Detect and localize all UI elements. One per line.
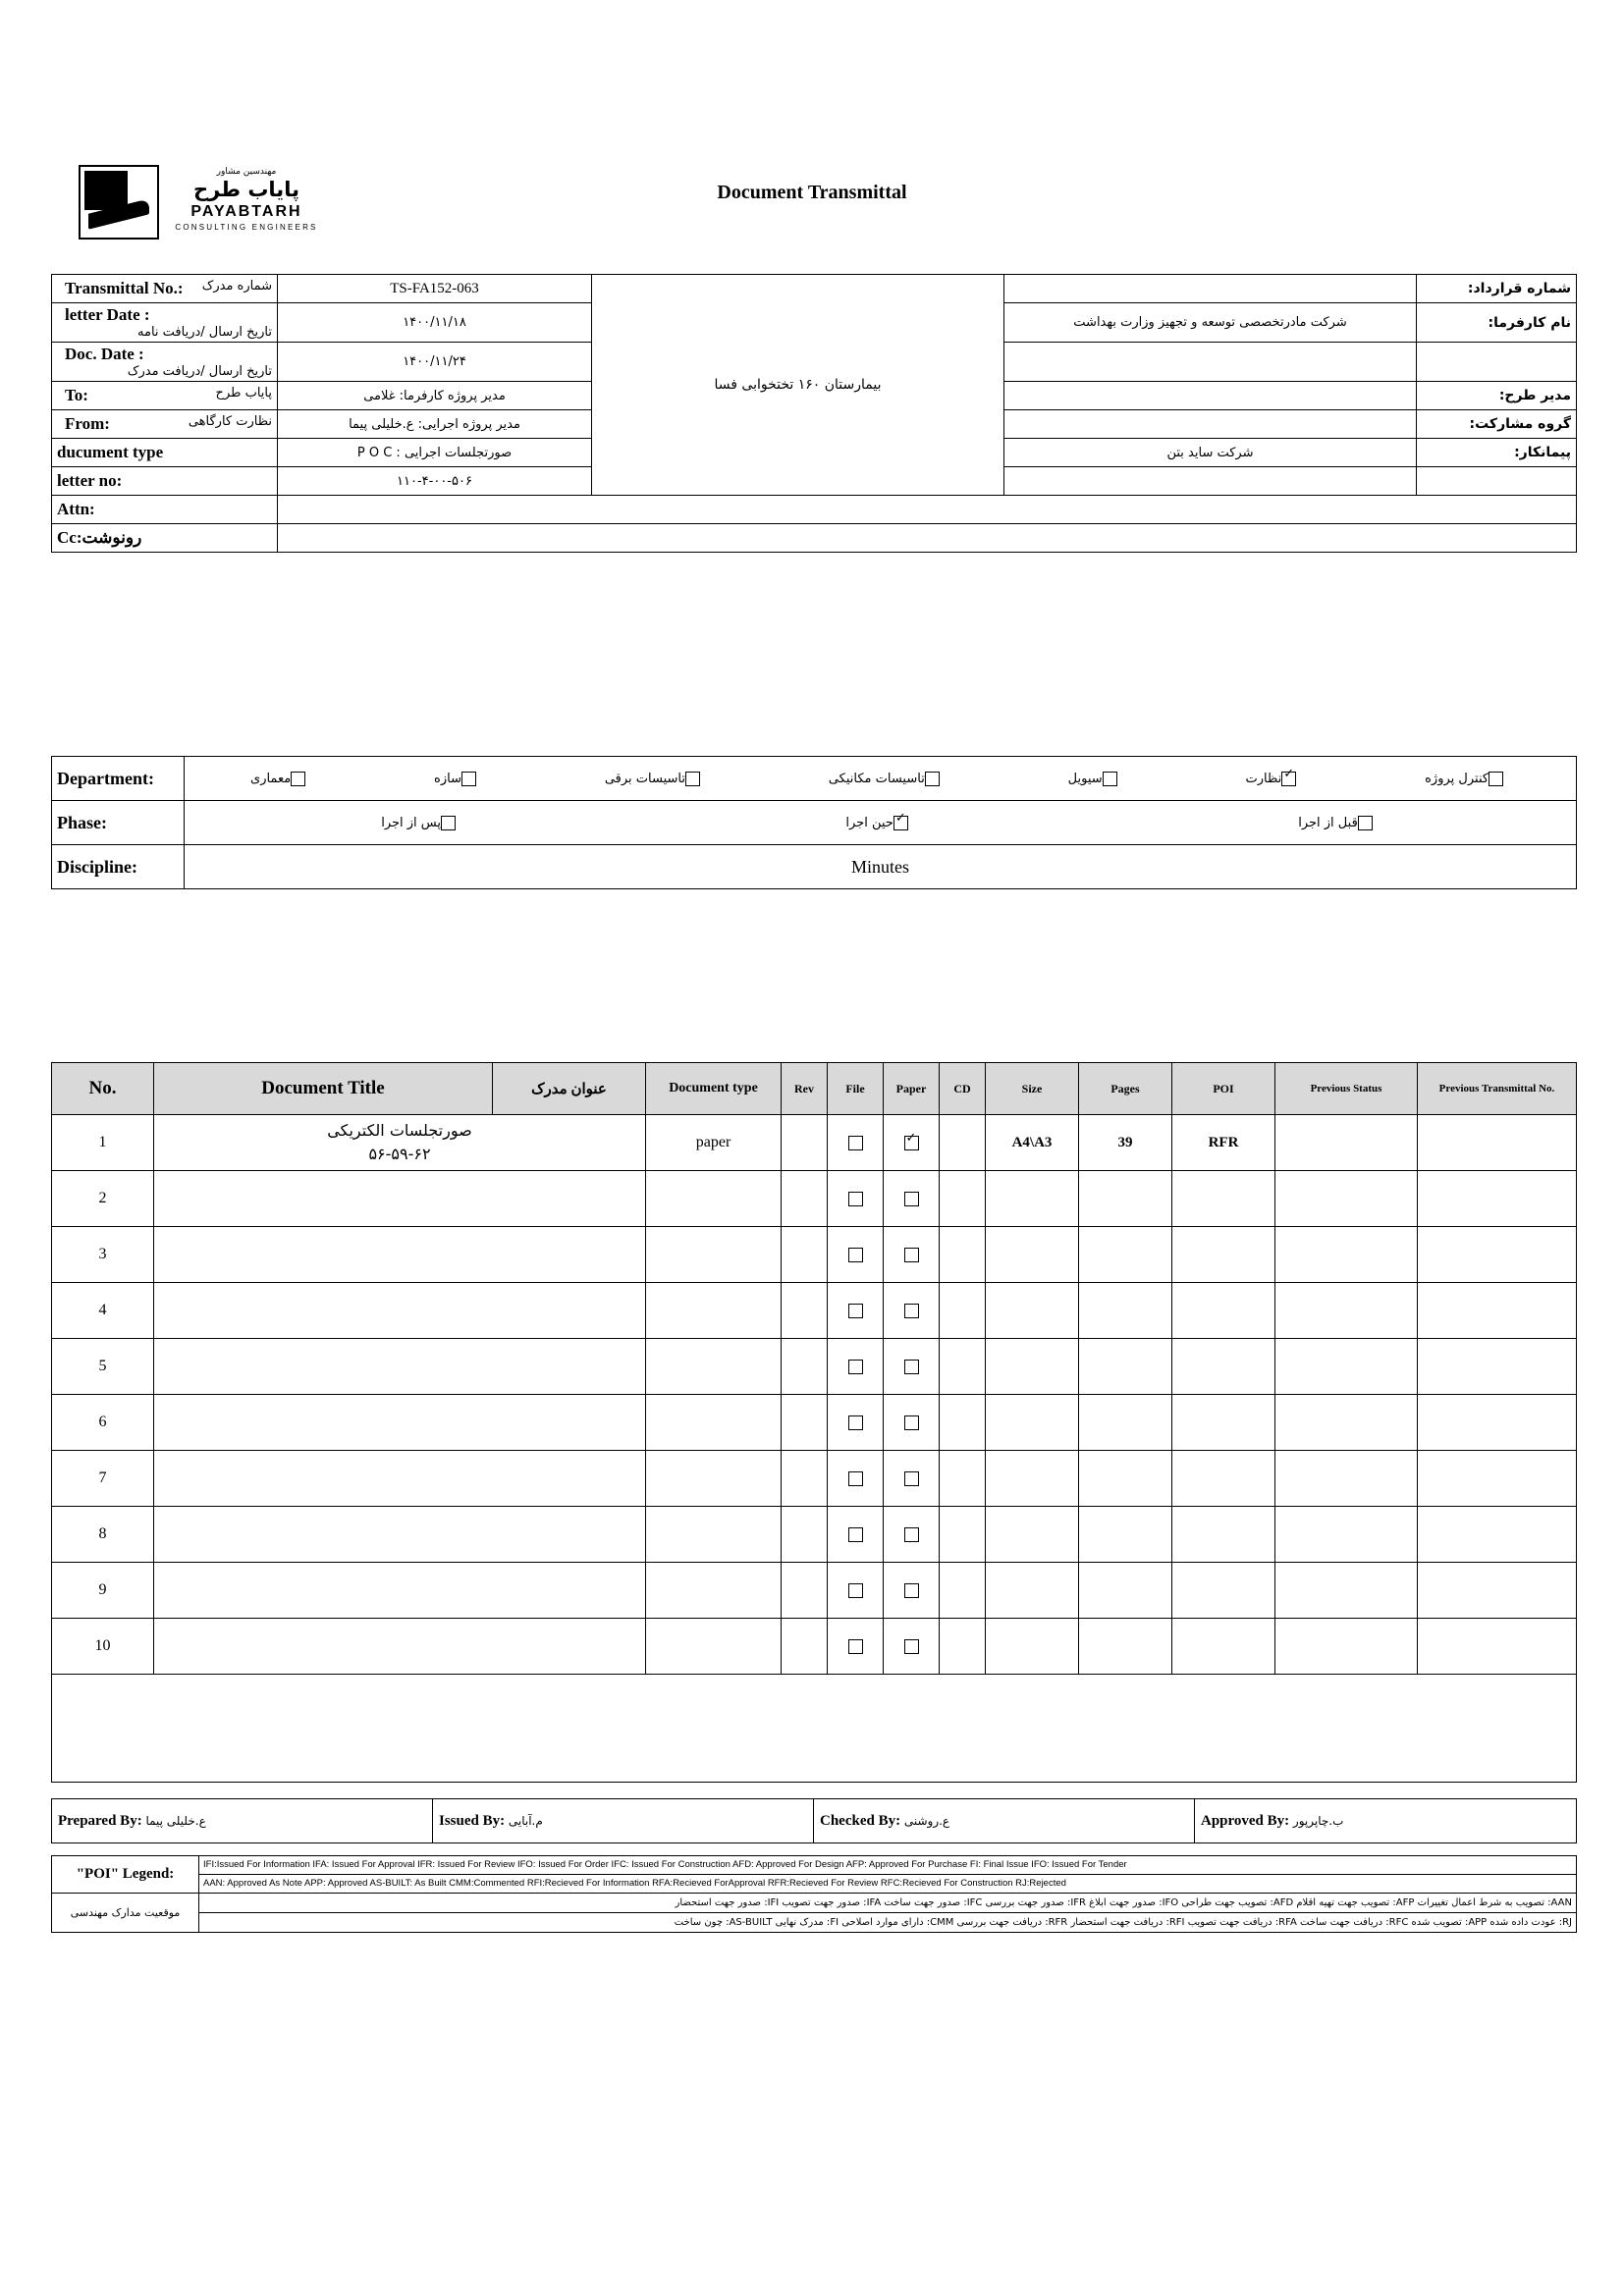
value-letter-date[interactable]: ۱۴۰۰/۱۱/۱۸ bbox=[278, 303, 592, 343]
cell-previous-transmittal[interactable] bbox=[1418, 1563, 1577, 1619]
cell-pages[interactable] bbox=[1079, 1227, 1172, 1283]
col-no: No. bbox=[52, 1063, 154, 1115]
signature-issued-by[interactable] bbox=[433, 1799, 814, 1843]
cell-cd[interactable] bbox=[940, 1619, 986, 1675]
value-doc-date[interactable]: ۱۴۰۰/۱۱/۲۴ bbox=[278, 343, 592, 382]
cell-paper[interactable] bbox=[884, 1451, 940, 1507]
checkbox-before-execution[interactable] bbox=[1358, 816, 1373, 830]
checkbox-paper-2[interactable] bbox=[904, 1192, 919, 1206]
discipline-row bbox=[52, 845, 1577, 889]
dept-option-architecture[interactable] bbox=[250, 772, 312, 786]
col-size: Size bbox=[986, 1063, 1079, 1115]
phase-label-after: پس از اجرا bbox=[381, 815, 441, 830]
label-department: Department: bbox=[52, 757, 185, 801]
cell-paper[interactable] bbox=[884, 1339, 940, 1395]
checkbox-file-5[interactable] bbox=[848, 1360, 863, 1374]
logo-line-2: پایاب طرح bbox=[193, 178, 299, 201]
logo-line-1: مهندسین مشاور bbox=[216, 167, 277, 177]
legend-row-fa-2 bbox=[52, 1912, 1577, 1932]
signature-row bbox=[52, 1799, 1577, 1843]
label-doc-date-en: Doc. Date : bbox=[65, 345, 144, 363]
table-row[interactable] bbox=[52, 1227, 1577, 1283]
cell-cd[interactable] bbox=[940, 1339, 986, 1395]
cell-doc-type[interactable] bbox=[646, 1283, 782, 1339]
cell-title[interactable] bbox=[154, 1619, 646, 1675]
phase-option-during[interactable] bbox=[845, 816, 914, 830]
cell-file[interactable] bbox=[828, 1283, 884, 1339]
col-poi: POI bbox=[1172, 1063, 1275, 1115]
checkbox-paper-5[interactable] bbox=[904, 1360, 919, 1374]
legend-fa-line-2: RJ: عودت داده شده APP: تصویب شده RFC: دریافت جهت ساخت RFA: دریافت جهت تصویب RFI: دریافت جهت استحضار RFR: دریافت جهت بررسی CMM: دارای موارد اصلاحی FI: مدرک نهایی AS-BUILT: چون ساخت bbox=[199, 1912, 1577, 1932]
cell-file[interactable] bbox=[828, 1619, 884, 1675]
cell-size[interactable]: A4\A3 bbox=[986, 1115, 1079, 1171]
checkbox-structure[interactable] bbox=[461, 772, 476, 786]
cell-no: 8 bbox=[52, 1507, 154, 1563]
checkbox-paper-7[interactable] bbox=[904, 1471, 919, 1486]
col-previous-status: Previous Status bbox=[1275, 1063, 1418, 1115]
checkbox-file-7[interactable] bbox=[848, 1471, 863, 1486]
legend-row-fa-1 bbox=[52, 1893, 1577, 1912]
poi-legend-table bbox=[51, 1855, 1577, 1933]
signature-approved-by[interactable] bbox=[1195, 1799, 1577, 1843]
cell-poi[interactable] bbox=[1172, 1227, 1275, 1283]
value-document-type[interactable]: صورتجلسات اجرایی : P O C bbox=[278, 439, 592, 467]
cell-poi[interactable] bbox=[1172, 1507, 1275, 1563]
label-contractor: پیمانکار: bbox=[1417, 439, 1577, 467]
signature-issued-by-label: Issued By: bbox=[439, 1812, 506, 1829]
signature-issued-by-name: م.آبایی bbox=[508, 1813, 543, 1828]
cell-previous-status[interactable] bbox=[1275, 1227, 1418, 1283]
label-letter-date-en: letter Date : bbox=[65, 305, 150, 324]
department-phase-table bbox=[51, 756, 1577, 889]
cell-poi[interactable] bbox=[1172, 1563, 1275, 1619]
checkbox-paper-8[interactable] bbox=[904, 1527, 919, 1542]
cell-paper[interactable] bbox=[884, 1115, 940, 1171]
cell-paper[interactable] bbox=[884, 1619, 940, 1675]
label-to-en: To: bbox=[65, 386, 88, 404]
cell-no: 3 bbox=[52, 1227, 154, 1283]
phase-label-before: قبل از اجرا bbox=[1298, 815, 1358, 830]
col-pages: Pages bbox=[1079, 1063, 1172, 1115]
cell-cd[interactable] bbox=[940, 1227, 986, 1283]
document-list-table bbox=[51, 1062, 1577, 1783]
cell-title-line-2: ۵۶-۵۹-۶۲ bbox=[368, 1145, 431, 1163]
value-joint-venture[interactable] bbox=[1004, 410, 1417, 439]
cell-no: 2 bbox=[52, 1171, 154, 1227]
dept-option-project-control[interactable] bbox=[1425, 772, 1510, 786]
dept-label-architecture: معماری bbox=[250, 771, 292, 786]
cell-paper[interactable] bbox=[884, 1395, 940, 1451]
checkbox-file-4[interactable] bbox=[848, 1304, 863, 1318]
cell-pages[interactable]: 39 bbox=[1079, 1115, 1172, 1171]
value-attn[interactable] bbox=[278, 496, 1577, 524]
checkbox-architecture[interactable] bbox=[291, 772, 305, 786]
transmittal-info-table bbox=[51, 274, 1577, 553]
cell-rev[interactable] bbox=[782, 1171, 828, 1227]
cell-size[interactable] bbox=[986, 1395, 1079, 1451]
cell-file[interactable] bbox=[828, 1339, 884, 1395]
logo-line-3: PAYABTARH bbox=[190, 203, 302, 220]
department-options bbox=[185, 757, 1577, 801]
checkbox-file-9[interactable] bbox=[848, 1583, 863, 1598]
signature-table bbox=[51, 1798, 1577, 1843]
cell-file[interactable] bbox=[828, 1227, 884, 1283]
cell-previous-transmittal[interactable] bbox=[1418, 1395, 1577, 1451]
table-row[interactable] bbox=[52, 1395, 1577, 1451]
checkbox-after-execution[interactable] bbox=[441, 816, 456, 830]
value-blank-2[interactable] bbox=[1004, 467, 1417, 496]
cell-rev[interactable] bbox=[782, 1507, 828, 1563]
label-employer: نام کارفرما: bbox=[1417, 303, 1577, 343]
cell-no: 5 bbox=[52, 1339, 154, 1395]
signature-checked-by[interactable] bbox=[814, 1799, 1195, 1843]
label-contract-no: شماره قرارداد: bbox=[1417, 275, 1577, 303]
cell-pages[interactable] bbox=[1079, 1395, 1172, 1451]
cell-rev[interactable] bbox=[782, 1451, 828, 1507]
legend-title: "POI" Legend: bbox=[52, 1856, 199, 1894]
checkbox-file-10[interactable] bbox=[848, 1639, 863, 1654]
legend-row-en-2 bbox=[52, 1874, 1577, 1893]
document-header bbox=[0, 147, 1624, 255]
checkbox-file-3[interactable] bbox=[848, 1248, 863, 1262]
cell-rev[interactable] bbox=[782, 1283, 828, 1339]
checkbox-mechanical[interactable] bbox=[925, 772, 940, 786]
cell-file[interactable] bbox=[828, 1451, 884, 1507]
cell-doc-type[interactable] bbox=[646, 1395, 782, 1451]
checkbox-file-1[interactable] bbox=[848, 1136, 863, 1150]
dept-label-structure: سازه bbox=[434, 771, 461, 786]
phase-option-after[interactable] bbox=[381, 816, 462, 830]
cell-rev[interactable] bbox=[782, 1339, 828, 1395]
cell-size[interactable] bbox=[986, 1339, 1079, 1395]
table-row[interactable] bbox=[52, 1451, 1577, 1507]
cell-poi[interactable] bbox=[1172, 1283, 1275, 1339]
cell-no: 7 bbox=[52, 1451, 154, 1507]
cell-pages[interactable] bbox=[1079, 1283, 1172, 1339]
cell-rev[interactable] bbox=[782, 1563, 828, 1619]
table-row[interactable] bbox=[52, 1283, 1577, 1339]
col-paper: Paper bbox=[884, 1063, 940, 1115]
cell-cd[interactable] bbox=[940, 1563, 986, 1619]
label-letter-date bbox=[52, 303, 278, 343]
dept-option-civil[interactable] bbox=[1068, 772, 1124, 786]
cell-pages[interactable] bbox=[1079, 1451, 1172, 1507]
label-cc: Cc:رونوشت bbox=[52, 524, 278, 553]
cell-previous-status[interactable] bbox=[1275, 1171, 1418, 1227]
legend-row-en-1 bbox=[52, 1856, 1577, 1875]
cell-no: 6 bbox=[52, 1395, 154, 1451]
label-attn: Attn: bbox=[52, 496, 278, 524]
legend-fa-line-1: AAN: تصویب به شرط اعمال تغییرات AFP: تصویب جهت تهیه اقلام AFD: تصویب جهت طراحی IFO: صدور جهت ابلاغ IFR: صدور جهت بررسی IFC: صدور جهت ساخت IFA: صدور جهت تصویب IFI: صدور جهت استحضار bbox=[199, 1893, 1577, 1912]
signature-approved-by-label: Approved By: bbox=[1201, 1812, 1290, 1829]
label-transmittal-no bbox=[52, 275, 278, 303]
checkbox-supervision[interactable] bbox=[1281, 772, 1296, 786]
cell-previous-transmittal[interactable] bbox=[1418, 1619, 1577, 1675]
cell-paper[interactable] bbox=[884, 1507, 940, 1563]
cell-doc-type[interactable] bbox=[646, 1171, 782, 1227]
cell-title-line-1: صورتجلسات الکتریکی bbox=[327, 1121, 472, 1140]
cell-size[interactable] bbox=[986, 1283, 1079, 1339]
checkbox-file-2[interactable] bbox=[848, 1192, 863, 1206]
label-from-en: From: bbox=[65, 414, 110, 433]
value-employer[interactable]: شرکت مادرتخصصی توسعه و تجهیز وزارت بهداشت bbox=[1004, 303, 1417, 343]
cell-poi[interactable] bbox=[1172, 1619, 1275, 1675]
checkbox-file-6[interactable] bbox=[848, 1415, 863, 1430]
cell-size[interactable] bbox=[986, 1563, 1079, 1619]
cell-previous-status[interactable] bbox=[1275, 1507, 1418, 1563]
cell-size[interactable] bbox=[986, 1227, 1079, 1283]
cell-cd[interactable] bbox=[940, 1171, 986, 1227]
cell-rev[interactable] bbox=[782, 1395, 828, 1451]
cell-pages[interactable] bbox=[1079, 1619, 1172, 1675]
cell-size[interactable] bbox=[986, 1507, 1079, 1563]
cell-title[interactable] bbox=[154, 1227, 646, 1283]
cell-size[interactable] bbox=[986, 1619, 1079, 1675]
value-contractor[interactable]: شرکت ساید بتن bbox=[1004, 439, 1417, 467]
cell-cd[interactable] bbox=[940, 1283, 986, 1339]
cell-rev[interactable] bbox=[782, 1227, 828, 1283]
cell-paper[interactable] bbox=[884, 1563, 940, 1619]
cell-doc-type[interactable] bbox=[646, 1619, 782, 1675]
signature-approved-by-name: ب.چاپرپور bbox=[1292, 1813, 1344, 1828]
checkbox-paper-1[interactable] bbox=[904, 1136, 919, 1150]
value-letter-no[interactable]: ۱۱۰-۴-۰۰-۵۰۶ bbox=[278, 467, 592, 496]
signature-checked-by-label: Checked By: bbox=[820, 1812, 901, 1829]
cell-size[interactable] bbox=[986, 1451, 1079, 1507]
cell-paper[interactable] bbox=[884, 1227, 940, 1283]
value-discipline[interactable]: Minutes bbox=[185, 845, 1577, 889]
signature-checked-by-name: ع.روشنی bbox=[903, 1813, 950, 1828]
cell-rev[interactable] bbox=[782, 1115, 828, 1171]
checkbox-paper-9[interactable] bbox=[904, 1583, 919, 1598]
phase-label-during: حین اجرا bbox=[845, 815, 893, 830]
col-rev: Rev bbox=[782, 1063, 828, 1115]
cell-pages[interactable] bbox=[1079, 1507, 1172, 1563]
label-doc-date bbox=[52, 343, 278, 382]
cell-no: 4 bbox=[52, 1283, 154, 1339]
cell-rev[interactable] bbox=[782, 1619, 828, 1675]
cell-poi[interactable] bbox=[1172, 1339, 1275, 1395]
dept-option-structure[interactable] bbox=[434, 772, 483, 786]
label-from-fa: نظارت کارگاهی bbox=[188, 414, 272, 429]
label-phase: Phase: bbox=[52, 801, 185, 845]
checkbox-civil[interactable] bbox=[1103, 772, 1117, 786]
cell-no: 1 bbox=[52, 1115, 154, 1171]
checkbox-paper-6[interactable] bbox=[904, 1415, 919, 1430]
col-cd: CD bbox=[940, 1063, 986, 1115]
cell-pages[interactable] bbox=[1079, 1171, 1172, 1227]
cell-file[interactable] bbox=[828, 1395, 884, 1451]
label-blank-2 bbox=[1417, 467, 1577, 496]
table-row[interactable] bbox=[52, 1619, 1577, 1675]
phase-options bbox=[185, 801, 1577, 845]
label-scheme-manager: مدیر طرح: bbox=[1417, 382, 1577, 410]
cell-doc-type[interactable] bbox=[646, 1563, 782, 1619]
cell-file[interactable] bbox=[828, 1115, 884, 1171]
label-transmittal-no-en: Transmittal No.: bbox=[65, 279, 184, 297]
cell-pages[interactable] bbox=[1079, 1339, 1172, 1395]
cell-title[interactable] bbox=[154, 1339, 646, 1395]
page-title: Document Transmittal bbox=[717, 182, 907, 203]
checkbox-electrical[interactable] bbox=[685, 772, 700, 786]
cell-no: 9 bbox=[52, 1563, 154, 1619]
dept-label-project-control: کنترل پروژه bbox=[1425, 771, 1489, 786]
legend-title-fa: موقعیت مدارک مهندسی bbox=[52, 1893, 199, 1932]
table-row[interactable] bbox=[52, 1171, 1577, 1227]
value-to[interactable]: مدیر پروژه کارفرما: غلامی bbox=[278, 382, 592, 410]
cell-cd[interactable] bbox=[940, 1115, 986, 1171]
label-document-type: ducument type bbox=[52, 439, 278, 467]
legend-en-line-2: AAN: Approved As Note APP: Approved AS-BUILT: As Built CMM:Commented RFI:Recieved For Information RFA:Recieved ForApproval RFR:Recieved For Review RFC:Recieved For Construction RJ:Rejected bbox=[199, 1874, 1577, 1893]
cell-poi[interactable] bbox=[1172, 1395, 1275, 1451]
label-doc-date-fa: تاریخ ارسال /دریافت مدرک bbox=[127, 364, 272, 379]
table-row[interactable] bbox=[52, 1563, 1577, 1619]
signature-prepared-by-name: ع.خلیلی پیما bbox=[145, 1813, 206, 1828]
info-row-transmittal-no bbox=[52, 275, 1577, 303]
cell-previous-status[interactable] bbox=[1275, 1115, 1418, 1171]
cell-title[interactable] bbox=[154, 1171, 646, 1227]
label-blank-1 bbox=[1417, 343, 1577, 382]
cell-paper[interactable] bbox=[884, 1171, 940, 1227]
cell-previous-transmittal[interactable] bbox=[1418, 1451, 1577, 1507]
cell-previous-status[interactable] bbox=[1275, 1395, 1418, 1451]
label-transmittal-no-fa: شماره مدرک bbox=[201, 279, 272, 294]
cell-doc-type[interactable] bbox=[646, 1451, 782, 1507]
checkbox-paper-4[interactable] bbox=[904, 1304, 919, 1318]
cell-previous-status[interactable] bbox=[1275, 1563, 1418, 1619]
cell-pages[interactable] bbox=[1079, 1563, 1172, 1619]
cell-size[interactable] bbox=[986, 1171, 1079, 1227]
table-row[interactable] bbox=[52, 1507, 1577, 1563]
cell-title[interactable] bbox=[154, 1283, 646, 1339]
dept-label-supervision: نظارت bbox=[1245, 771, 1282, 786]
cell-file[interactable] bbox=[828, 1507, 884, 1563]
cell-doc-type[interactable] bbox=[646, 1339, 782, 1395]
checkbox-file-8[interactable] bbox=[848, 1527, 863, 1542]
cell-title[interactable] bbox=[154, 1563, 646, 1619]
signature-prepared-by[interactable] bbox=[52, 1799, 433, 1843]
value-from[interactable]: مدیر پروژه اجرایی: ع.خلیلی پیما bbox=[278, 410, 592, 439]
value-transmittal-no[interactable]: TS-FA152-063 bbox=[278, 275, 592, 303]
cell-previous-transmittal[interactable] bbox=[1418, 1507, 1577, 1563]
dept-label-civil: سیویل bbox=[1067, 771, 1103, 786]
label-from bbox=[52, 410, 278, 439]
col-previous-transmittal-no: Previous Transmittal No. bbox=[1418, 1063, 1577, 1115]
signature-prepared-by-label: Prepared By: bbox=[58, 1812, 142, 1829]
cell-previous-transmittal[interactable] bbox=[1418, 1339, 1577, 1395]
phase-option-before[interactable] bbox=[1298, 816, 1380, 830]
checkbox-paper-3[interactable] bbox=[904, 1248, 919, 1262]
cell-poi[interactable] bbox=[1172, 1171, 1275, 1227]
col-document-type: Document type bbox=[646, 1063, 782, 1115]
table-row[interactable] bbox=[52, 1339, 1577, 1395]
cell-previous-status[interactable] bbox=[1275, 1451, 1418, 1507]
table-header-row bbox=[52, 1063, 1577, 1115]
checkbox-project-control[interactable] bbox=[1489, 772, 1503, 786]
document-rows bbox=[52, 1115, 1577, 1783]
cell-no: 10 bbox=[52, 1619, 154, 1675]
dept-label-mechanical: تاسیسات مکانیکی bbox=[828, 771, 925, 786]
logo-line-4: CONSULTING ENGINEERS bbox=[175, 223, 318, 232]
value-scheme-manager[interactable] bbox=[1004, 382, 1417, 410]
value-blank-1[interactable] bbox=[1004, 343, 1417, 382]
value-employer-name[interactable] bbox=[1004, 275, 1417, 303]
dept-option-mechanical[interactable] bbox=[829, 772, 947, 786]
label-joint-venture: گروه مشارکت: bbox=[1417, 410, 1577, 439]
legend-en-line-1: IFI:Issued For Information IFA: Issued For Approval IFR: Issued For Review IFO: Issued For Order IFC: Issued For Construction AFD: Approved For Design AFP: Approved For Purchase FI: Final Issue IFO: Issued For Tender bbox=[199, 1856, 1577, 1875]
dept-option-supervision[interactable] bbox=[1246, 772, 1304, 786]
cell-cd[interactable] bbox=[940, 1507, 986, 1563]
department-row bbox=[52, 757, 1577, 801]
label-discipline: Discipline: bbox=[52, 845, 185, 889]
value-cc[interactable] bbox=[278, 524, 1577, 553]
dept-label-electrical: تاسیسات برقی bbox=[604, 771, 685, 786]
cell-title[interactable] bbox=[154, 1115, 646, 1171]
spacer-cell bbox=[52, 1675, 1577, 1783]
cell-file[interactable] bbox=[828, 1171, 884, 1227]
cell-title[interactable] bbox=[154, 1395, 646, 1451]
col-file: File bbox=[828, 1063, 884, 1115]
label-letter-date-fa: تاریخ ارسال /دریافت نامه bbox=[137, 325, 272, 340]
cell-previous-transmittal[interactable] bbox=[1418, 1227, 1577, 1283]
cell-previous-transmittal[interactable] bbox=[1418, 1283, 1577, 1339]
col-document-title: Document Title bbox=[154, 1063, 493, 1115]
cell-cd[interactable] bbox=[940, 1395, 986, 1451]
info-row-attn bbox=[52, 496, 1577, 524]
checkbox-during-execution[interactable] bbox=[893, 816, 908, 830]
dept-option-electrical[interactable] bbox=[605, 772, 707, 786]
label-to bbox=[52, 382, 278, 410]
cell-previous-status[interactable] bbox=[1275, 1339, 1418, 1395]
label-letter-no: letter no: bbox=[52, 467, 278, 496]
label-to-fa: پایاب طرح bbox=[215, 386, 272, 400]
cell-doc-type[interactable]: paper bbox=[646, 1115, 782, 1171]
cell-title[interactable] bbox=[154, 1451, 646, 1507]
checkbox-paper-10[interactable] bbox=[904, 1639, 919, 1654]
cell-previous-transmittal[interactable] bbox=[1418, 1115, 1577, 1171]
table-row[interactable] bbox=[52, 1115, 1577, 1171]
cell-poi[interactable] bbox=[1172, 1451, 1275, 1507]
col-document-title-fa: عنوان مدرک bbox=[493, 1063, 646, 1115]
cell-previous-status[interactable] bbox=[1275, 1283, 1418, 1339]
cell-cd[interactable] bbox=[940, 1451, 986, 1507]
info-row-cc bbox=[52, 524, 1577, 553]
cell-previous-transmittal[interactable] bbox=[1418, 1171, 1577, 1227]
table-spacer-row bbox=[52, 1675, 1577, 1783]
cell-file[interactable] bbox=[828, 1563, 884, 1619]
cell-doc-type[interactable] bbox=[646, 1227, 782, 1283]
cell-poi[interactable]: RFR bbox=[1172, 1115, 1275, 1171]
cell-title[interactable] bbox=[154, 1507, 646, 1563]
phase-row bbox=[52, 801, 1577, 845]
cell-paper[interactable] bbox=[884, 1283, 940, 1339]
project-name: بیمارستان ۱۶۰ تختخوابی فسا bbox=[592, 275, 1004, 496]
cell-doc-type[interactable] bbox=[646, 1507, 782, 1563]
cell-previous-status[interactable] bbox=[1275, 1619, 1418, 1675]
